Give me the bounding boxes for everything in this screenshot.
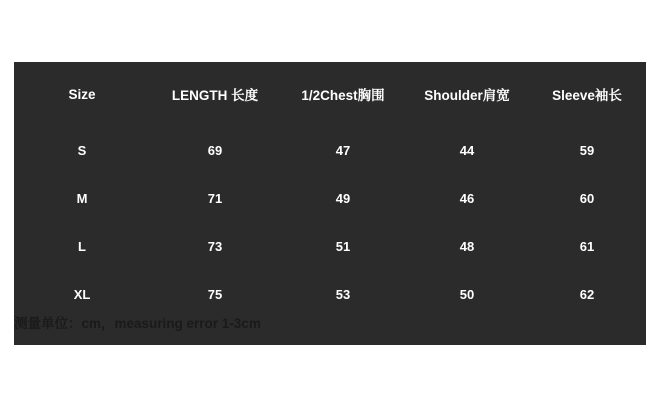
column-header-size: Size	[68, 86, 96, 102]
size-table	[14, 62, 646, 318]
table-header-row	[14, 62, 646, 126]
cell-chest: 51	[335, 238, 351, 254]
column-header-chest: 1/2Chest胸围	[301, 88, 385, 103]
cell-chest: 47	[335, 142, 351, 158]
cell-length: 73	[207, 238, 223, 254]
table-row	[14, 222, 646, 270]
size-table-body	[14, 126, 646, 318]
cell-chest: 49	[335, 190, 351, 206]
cell-shoulder: 50	[459, 286, 475, 302]
cell-shoulder: 44	[459, 142, 475, 158]
table-row	[14, 174, 646, 222]
table-row	[14, 126, 646, 174]
measurement-note: 测量单位：cm，measuring error 1-3cm	[14, 316, 261, 331]
size-table-panel	[14, 62, 646, 345]
cell-size: L	[78, 238, 86, 254]
size-table-header	[14, 62, 646, 126]
column-header-length: LENGTH 长度	[171, 88, 259, 103]
cell-size: XL	[73, 286, 91, 302]
cell-sleeve: 59	[579, 142, 595, 158]
cell-size: M	[76, 190, 88, 206]
table-row	[14, 270, 646, 318]
cell-sleeve: 62	[579, 286, 595, 302]
column-header-shoulder: Shoulder肩宽	[424, 88, 510, 103]
cell-shoulder: 46	[459, 190, 475, 206]
column-header-sleeve: Sleeve袖长	[552, 88, 622, 103]
cell-sleeve: 61	[579, 238, 595, 254]
cell-size: S	[77, 142, 87, 158]
cell-shoulder: 48	[459, 238, 475, 254]
cell-length: 75	[207, 286, 223, 302]
cell-length: 69	[207, 142, 223, 158]
cell-chest: 53	[335, 286, 351, 302]
cell-sleeve: 60	[579, 190, 595, 206]
cell-length: 71	[207, 190, 223, 206]
